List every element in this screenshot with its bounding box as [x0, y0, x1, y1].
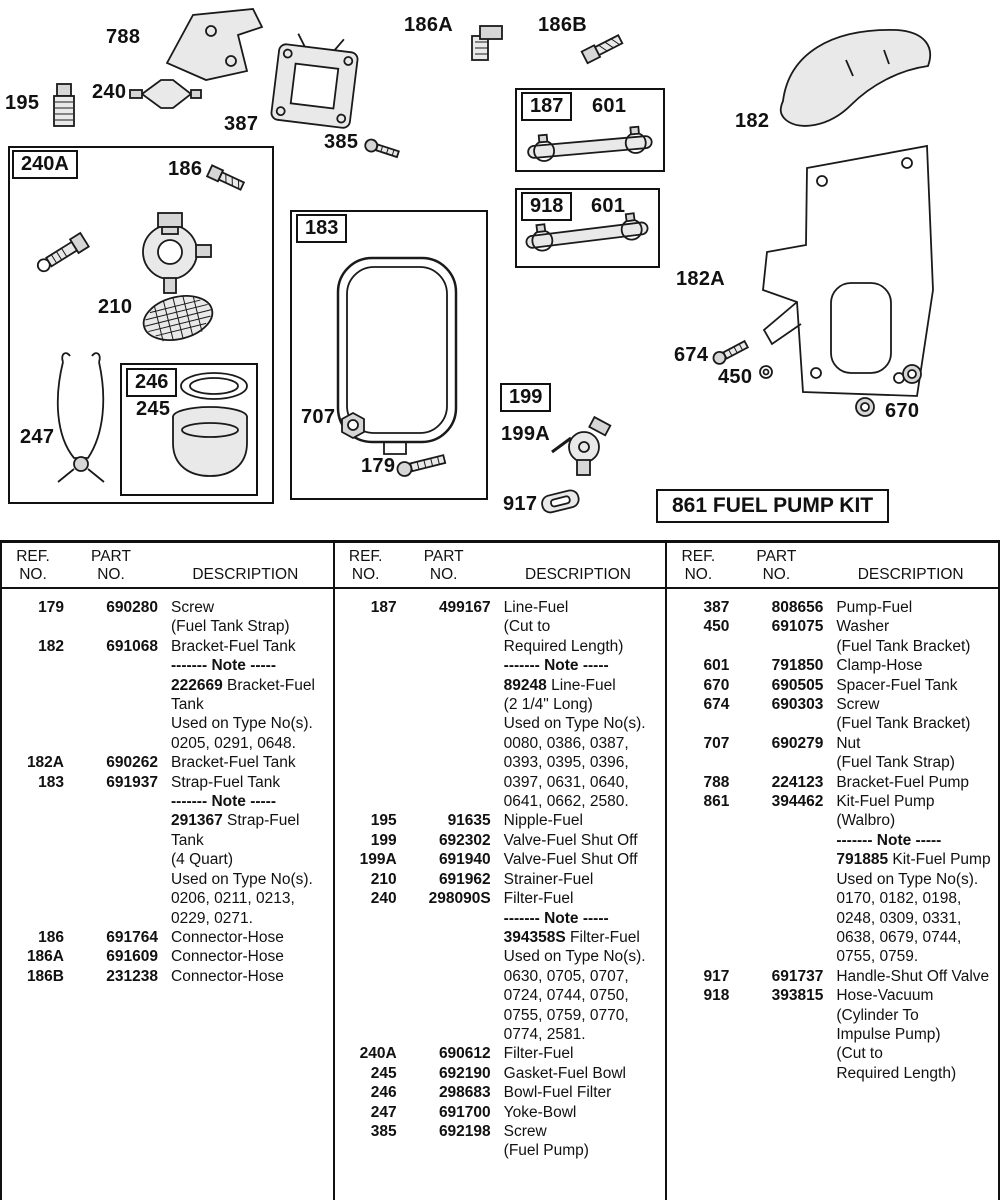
- description-cell: [491, 811, 666, 830]
- table-row: [667, 598, 998, 617]
- part-no-cell: 691764: [106, 928, 158, 946]
- description-cell: [491, 889, 666, 1044]
- description-line: (Cut to: [836, 1045, 883, 1063]
- part-no-cell: 231238: [106, 967, 158, 985]
- ref-label-box-183: 183: [296, 214, 347, 243]
- bracket-screw-674-drawing: [711, 338, 748, 365]
- description-cell: [823, 598, 998, 617]
- description-line: (Fuel Tank Bracket): [836, 637, 971, 655]
- bowl-gasket-245-drawing: [181, 373, 247, 399]
- table-row: [335, 831, 666, 850]
- table-row: [335, 1122, 666, 1161]
- table-row: [667, 986, 998, 1083]
- table-row: [667, 676, 998, 695]
- strap-screw-179-drawing: [396, 452, 446, 477]
- ref-no-cell: 917: [703, 967, 730, 985]
- table-row: [2, 753, 333, 772]
- description-line: (4 Quart): [171, 851, 234, 869]
- ref-no-cell: 674: [703, 696, 730, 714]
- ref-no-header: REF. NO.: [348, 548, 383, 583]
- ref-no-cell: 385: [370, 1122, 397, 1140]
- description-line: (Fuel Pump): [503, 1142, 589, 1160]
- description-line: Required Length): [503, 637, 624, 655]
- description-cell: [491, 1122, 666, 1161]
- description-cell: [491, 1064, 666, 1083]
- ref-no-cell: 186: [38, 928, 64, 946]
- ref-no-cell: 246: [370, 1084, 397, 1102]
- description-line: 0393, 0395, 0396,: [503, 754, 629, 772]
- description-line: Filter-Fuel: [503, 1045, 574, 1063]
- part-no-cell: 691940: [438, 851, 491, 869]
- description-line: Washer: [836, 618, 890, 636]
- parts-drawings: [0, 0, 1000, 540]
- description-line: Valve-Fuel Shut Off: [503, 851, 638, 869]
- description-line: Connector-Hose: [171, 948, 284, 966]
- description-line: Used on Type No(s).: [503, 715, 646, 733]
- fuel-strainer-210-drawing: [139, 289, 217, 347]
- description-line: 0170, 0182, 0198,: [836, 890, 962, 908]
- table-row: [335, 850, 666, 869]
- ref-no-cell: 245: [370, 1064, 397, 1082]
- ref-no-cell: 179: [38, 599, 64, 616]
- table-column-body: [335, 589, 666, 1161]
- description-line: Connector-Hose: [171, 967, 284, 985]
- table-row: [335, 1083, 666, 1102]
- fuel-shutoff-valve-240a-drawing: [143, 213, 211, 293]
- ref-label-186b: 186B: [538, 14, 588, 36]
- description-line: ------- Note -----: [836, 831, 942, 849]
- part-no-cell: 691962: [438, 870, 491, 888]
- part-no-header: PART NO.: [91, 548, 131, 583]
- fuel-filter-240-drawing: [130, 80, 201, 108]
- description-line: 291367 Strap-Fuel: [171, 812, 300, 830]
- part-no-cell: 91635: [447, 812, 491, 830]
- table-row: [667, 773, 998, 792]
- part-no-cell: 808656: [771, 599, 824, 616]
- table-row: [667, 656, 998, 675]
- ref-label-240: 240: [92, 81, 127, 103]
- filter-bowl-246-drawing: [173, 407, 247, 476]
- description-line: Used on Type No(s).: [171, 870, 313, 888]
- description-line: Tank: [171, 831, 204, 849]
- description-line: Connector-Hose: [171, 928, 284, 946]
- fuel-pump-387-drawing: [271, 32, 360, 129]
- hose-connector-186a-drawing: [472, 26, 502, 60]
- description-line: 0248, 0309, 0331,: [836, 909, 962, 927]
- part-no-cell: 691609: [106, 948, 158, 966]
- description-line: ------- Note -----: [171, 657, 276, 675]
- ref-no-cell: 199: [370, 831, 397, 849]
- description-line: (2 1/4" Long): [503, 696, 593, 714]
- description-line: (Walbro): [836, 812, 896, 830]
- description-line: Strap-Fuel Tank: [171, 773, 281, 791]
- ref-no-cell: 918: [703, 987, 730, 1005]
- description-cell: [158, 753, 333, 772]
- description-line: 0755, 0759, 0770,: [503, 1006, 629, 1024]
- description-line: 0724, 0744, 0750,: [503, 987, 629, 1005]
- description-line: 0205, 0291, 0648.: [171, 734, 296, 752]
- description-cell: [823, 734, 998, 773]
- description-line: Screw: [171, 599, 215, 616]
- parts-table-column-1: [0, 543, 333, 1200]
- part-no-cell: 691937: [106, 773, 158, 791]
- ref-label-182: 182: [735, 110, 770, 132]
- ref-label-788: 788: [106, 26, 141, 48]
- ref-label-450: 450: [718, 366, 753, 388]
- ref-label-box-918: 918: [521, 192, 572, 221]
- ref-label-210: 210: [98, 296, 133, 318]
- table-column-body: [2, 589, 333, 986]
- ref-no-cell: 186B: [26, 967, 64, 985]
- strap-nut-707-drawing: [342, 413, 364, 438]
- ref-label-245: 245: [136, 398, 171, 420]
- ref-no-cell: 707: [703, 734, 730, 752]
- fuel-tank-bracket-182-drawing: [781, 30, 930, 126]
- hose-connector-186b-drawing: [582, 33, 624, 63]
- description-cell: [491, 850, 666, 869]
- ref-no-cell: 186A: [26, 948, 64, 966]
- bowl-yoke-247-drawing: [58, 353, 104, 482]
- description-line: Gasket-Fuel Bowl: [503, 1064, 626, 1082]
- description-line: Used on Type No(s).: [503, 948, 646, 966]
- fuel-line-187-drawing: [527, 126, 653, 163]
- description-line: 0774, 2581.: [503, 1025, 586, 1043]
- description-cell: [491, 870, 666, 889]
- description-cell: [823, 695, 998, 734]
- ref-no-cell: 670: [703, 676, 730, 694]
- fuel-pump-kit-title: 861 FUEL PUMP KIT: [656, 489, 889, 523]
- fuel-shutoff-valve-199a-drawing: [552, 417, 610, 475]
- description-cell: [823, 792, 998, 967]
- ref-label-601-b: 601: [591, 195, 626, 217]
- description-line: Clamp-Hose: [836, 657, 923, 675]
- parts-table: [0, 540, 1000, 1200]
- ref-label-707: 707: [301, 406, 336, 428]
- ref-label-182a: 182A: [676, 268, 726, 290]
- part-no-cell: 394462: [771, 793, 824, 811]
- description-line: (Cut to: [503, 618, 551, 636]
- washer-450-drawing: [760, 366, 772, 378]
- part-no-cell: 692302: [438, 831, 491, 849]
- ref-label-670: 670: [885, 400, 920, 422]
- shutoff-handle-917-drawing: [540, 489, 580, 514]
- description-line: Strainer-Fuel: [503, 870, 594, 888]
- ref-no-cell: 247: [370, 1103, 397, 1121]
- table-row: [335, 598, 666, 811]
- ref-no-cell: 861: [703, 793, 730, 811]
- part-no-cell: 690612: [438, 1045, 491, 1063]
- description-line: Bracket-Fuel Tank: [171, 637, 296, 655]
- description-line: Bracket-Fuel Tank: [171, 754, 296, 772]
- description-line: Spacer-Fuel Tank: [836, 676, 958, 694]
- description-cell: [823, 986, 998, 1083]
- description-cell: [158, 928, 333, 947]
- part-no-cell: 690505: [771, 676, 824, 694]
- description-line: ------- Note -----: [503, 909, 609, 927]
- ref-no-cell: 387: [703, 599, 730, 616]
- description-cell: [823, 773, 998, 792]
- description-line: (Fuel Tank Bracket): [836, 715, 971, 733]
- description-cell: [158, 947, 333, 966]
- description-line: Filter-Fuel: [503, 890, 574, 908]
- description-line: Bracket-Fuel Pump: [836, 773, 970, 791]
- table-row: [335, 870, 666, 889]
- fuel-pump-bracket-788-drawing: [167, 9, 262, 80]
- table-row: [2, 773, 333, 928]
- description-cell: [491, 831, 666, 850]
- table-row: [2, 967, 333, 986]
- description-cell: [158, 967, 333, 986]
- description-line: 0397, 0631, 0640,: [503, 773, 629, 791]
- description-line: Impulse Pump): [836, 1025, 941, 1043]
- part-no-cell: 691737: [771, 967, 824, 985]
- ref-no-cell: 182A: [26, 754, 64, 772]
- description-line: Valve-Fuel Shut Off: [503, 831, 638, 849]
- table-row: [667, 967, 998, 986]
- table-row: [335, 1103, 666, 1122]
- description-cell: [158, 598, 333, 637]
- description-line: Nut: [836, 734, 861, 752]
- ref-label-box-246: 246: [126, 368, 177, 397]
- description-cell: [158, 773, 333, 928]
- description-line: 0229, 0271.: [171, 909, 253, 927]
- description-line: (Fuel Tank Strap): [836, 754, 955, 772]
- description-line: Pump-Fuel: [836, 599, 913, 616]
- ref-label-917: 917: [503, 493, 538, 515]
- ref-no-cell: 240A: [359, 1045, 397, 1063]
- part-no-cell: 690303: [771, 696, 824, 714]
- ref-no-cell: 450: [703, 618, 730, 636]
- ref-no-cell: 601: [703, 657, 730, 675]
- ref-no-cell: 788: [703, 773, 730, 791]
- ref-label-247: 247: [20, 426, 55, 448]
- description-line: Line-Fuel: [503, 599, 569, 616]
- description-line: Nipple-Fuel: [503, 812, 583, 830]
- table-header: [2, 543, 333, 589]
- description-line: Tank: [171, 696, 204, 714]
- ref-no-cell: 183: [38, 773, 64, 791]
- part-no-cell: 224123: [771, 773, 824, 791]
- ref-label-195: 195: [5, 92, 40, 114]
- table-row: [667, 695, 998, 734]
- description-line: 0630, 0705, 0707,: [503, 967, 629, 985]
- description-line: Kit-Fuel Pump: [836, 793, 935, 811]
- ref-no-cell: 210: [370, 870, 397, 888]
- description-line: 0206, 0211, 0213,: [171, 890, 295, 908]
- ref-label-385: 385: [324, 131, 359, 153]
- table-row: [335, 811, 666, 830]
- table-row: [667, 617, 998, 656]
- description-line: Hose-Vacuum: [836, 987, 934, 1005]
- description-line: 89248 Line-Fuel: [503, 676, 616, 694]
- description-line: (Fuel Tank Strap): [171, 618, 290, 636]
- part-no-cell: 393815: [771, 987, 824, 1005]
- table-header: [335, 543, 666, 589]
- part-no-header: PART NO.: [756, 548, 797, 583]
- part-no-cell: 691700: [438, 1103, 491, 1121]
- part-no-cell: 692190: [438, 1064, 491, 1082]
- description-line: 0755, 0759.: [836, 948, 919, 966]
- description-line: Used on Type No(s).: [171, 715, 313, 733]
- description-line: 222669 Bracket-Fuel: [171, 676, 315, 694]
- ref-no-cell: 195: [370, 812, 397, 830]
- fuel-nipple-195-drawing: [54, 84, 74, 126]
- part-no-cell: 690280: [106, 599, 158, 616]
- hose-connector-186-drawing: [207, 165, 245, 191]
- description-header: DESCRIPTION: [192, 566, 299, 583]
- description-line: 0080, 0386, 0387,: [503, 734, 629, 752]
- description-line: 0641, 0662, 2580.: [503, 793, 629, 811]
- table-row: [2, 598, 333, 637]
- table-row: [667, 734, 998, 773]
- description-line: 394358S Filter-Fuel: [503, 928, 640, 946]
- table-row: [667, 792, 998, 967]
- ref-no-header: REF. NO.: [16, 548, 50, 583]
- table-column-body: [667, 589, 998, 1083]
- ref-label-box-187: 187: [521, 92, 572, 121]
- description-line: 0638, 0679, 0744,: [836, 928, 962, 946]
- description-cell: [491, 598, 666, 811]
- description-cell: [823, 967, 998, 986]
- description-cell: [158, 637, 333, 753]
- description-cell: [491, 1044, 666, 1063]
- description-line: (Cylinder To: [836, 1006, 919, 1024]
- description-line: Yoke-Bowl: [503, 1103, 577, 1121]
- ref-label-387: 387: [224, 113, 259, 135]
- ref-label-674: 674: [674, 344, 709, 366]
- part-no-cell: 499167: [438, 599, 491, 616]
- table-header: [667, 543, 998, 589]
- part-no-cell: 690262: [106, 754, 158, 772]
- ref-label-186a: 186A: [404, 14, 454, 36]
- description-header: DESCRIPTION: [857, 566, 964, 583]
- ref-label-186: 186: [168, 158, 203, 180]
- ref-no-cell: 182: [38, 637, 64, 655]
- part-no-cell: 791850: [771, 657, 824, 675]
- ref-no-header: REF. NO.: [681, 548, 716, 583]
- description-line: Used on Type No(s).: [836, 870, 979, 888]
- description-line: Handle-Shut Off Valve: [836, 967, 990, 985]
- part-no-cell: 691075: [771, 618, 824, 636]
- part-no-cell: 298683: [438, 1084, 491, 1102]
- description-line: Screw: [503, 1122, 547, 1140]
- ref-label-601-a: 601: [592, 95, 627, 117]
- table-row: [2, 947, 333, 966]
- description-line: Screw: [836, 696, 880, 714]
- part-no-cell: 298090S: [428, 890, 491, 908]
- part-no-cell: 692198: [438, 1122, 491, 1140]
- description-header: DESCRIPTION: [525, 566, 631, 583]
- description-cell: [823, 617, 998, 656]
- description-line: 791885 Kit-Fuel Pump: [836, 851, 991, 869]
- fuel-tank-bracket-182a-drawing: [763, 146, 933, 396]
- table-row: [335, 1044, 666, 1063]
- description-line: Required Length): [836, 1064, 957, 1082]
- ref-no-cell: 240: [370, 890, 397, 908]
- table-row: [335, 1064, 666, 1083]
- description-cell: [823, 656, 998, 675]
- exploded-parts-diagram: [0, 0, 1000, 540]
- valve-stem-240a-drawing: [34, 233, 88, 275]
- part-no-cell: 690279: [771, 734, 824, 752]
- ref-no-cell: 199A: [359, 851, 397, 869]
- ref-label-box-240a: 240A: [12, 150, 78, 179]
- ref-label-box-199: 199: [500, 383, 551, 412]
- parts-table-column-3: [665, 543, 1000, 1200]
- description-cell: [491, 1083, 666, 1102]
- description-cell: [823, 676, 998, 695]
- ref-no-cell: 187: [370, 599, 397, 616]
- table-row: [2, 928, 333, 947]
- parts-table-column-2: [333, 543, 666, 1200]
- ref-label-179: 179: [361, 455, 396, 477]
- table-row: [2, 637, 333, 753]
- part-no-header: PART NO.: [423, 548, 464, 583]
- description-line: Bowl-Fuel Filter: [503, 1084, 612, 1102]
- description-line: ------- Note -----: [503, 657, 609, 675]
- table-row: [335, 889, 666, 1044]
- part-no-cell: 691068: [106, 637, 158, 655]
- description-cell: [491, 1103, 666, 1122]
- ref-label-199a: 199A: [501, 423, 551, 445]
- description-line: ------- Note -----: [171, 793, 276, 811]
- pump-screw-385-drawing: [364, 138, 400, 160]
